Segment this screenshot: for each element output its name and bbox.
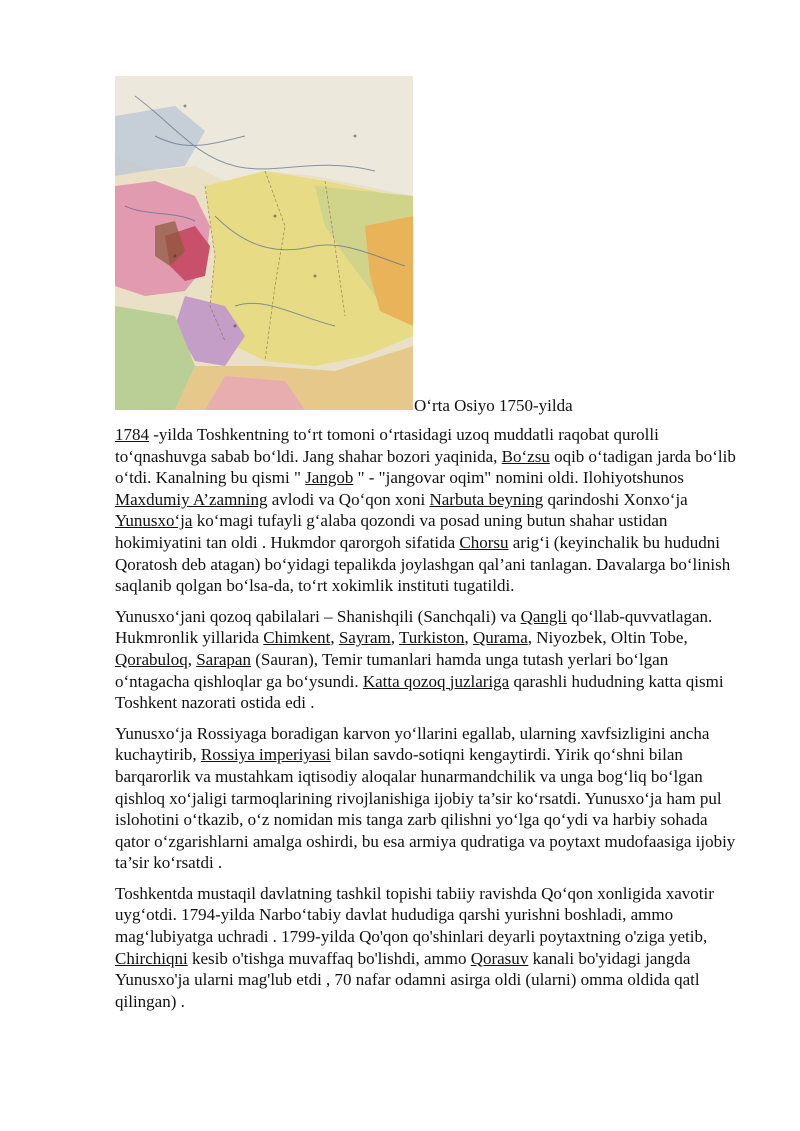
- wiki-link[interactable]: Qangli: [520, 606, 567, 626]
- paragraph-1: [115, 424, 743, 597]
- paragraph-text: bilan savdo-sotiqni kengaytirdi. Yirik qo‘shni bilan barqarorlik va mustahkam iqtisodiy aloqalar hunarmandchilik va unga bog‘liq bo‘lgan qishloq xo‘jaligi tarmoqlarining rivojlanishiga ijobiy ta’sir ko‘rsatdi. Yunusxo‘ja ham pul islohotini o‘tkazib, o‘z nomidan mis tanga zarb qilishni yo‘lga qo‘ydi va harbiy sohada qator o‘zgarishlarni amalga oshirdi, bu esa armiya qudratiga va poytaxt mudofaasiga ijobiy ta’sir ko‘rsatdi .: [115, 745, 736, 873]
- paragraph-text: ko‘magi tufayli g‘alaba qozondi va posad uning butun shahar ustidan hokimiyatini tan oldi . Hukmdor qarorgoh sifatida: [115, 511, 668, 552]
- wiki-link[interactable]: Chimkent: [263, 628, 331, 648]
- paragraph-text: (Sauran), Temir tumanlari hamda unga tutash yerlari bo‘lgan o‘ntagacha qishloqlar ga bo‘ysundi.: [115, 649, 669, 691]
- paragraph-text: avlodi va Qo‘qon xoni: [267, 489, 430, 509]
- wiki-link[interactable]: Bo‘zsu: [501, 446, 550, 466]
- wiki-link[interactable]: Chirchiqni: [115, 948, 188, 968]
- paragraph-text: ,: [390, 628, 399, 648]
- paragraph-text: ,: [187, 649, 197, 669]
- wiki-link[interactable]: 1784: [115, 425, 149, 444]
- paragraph-3: [115, 723, 743, 874]
- paragraph-text: kanali bo'yidagi jangda Yunusxo'ja ularni mag'lub etdi , 70 nafar odamni asirga oldi (ularni) omma oldida qatl qilingan) .: [115, 948, 700, 1011]
- historical-map-image: [115, 76, 413, 410]
- article-body: [115, 424, 743, 1021]
- paragraph-text: " - "jangovar oqim" nomini oldi. Ilohiyotshunos: [353, 468, 684, 488]
- paragraph-text: kesib o'tishga muvaffaq bo'lishdi, ammo: [187, 948, 471, 968]
- wiki-link[interactable]: Qorasuv: [470, 948, 529, 968]
- paragraph-text: arig‘i (keyinchalik bu hududni Qoratosh deb atagan) bo‘yidagi tepalikda joylashgan qal’ani tanlagan. Davalarga bo‘linish saqlanib qolgan bo‘lsa-da, to‘rt xokimlik instituti tugatildi.: [115, 532, 731, 596]
- paragraph-text: Yunusxo‘jani qozoq qabilalari – Shanishqili (Sanchqali) va: [115, 606, 521, 626]
- paragraph-text: ,: [464, 628, 473, 648]
- paragraph-text: , Niyozbek, Oltin Tobe,: [527, 628, 688, 648]
- paragraph-text: Toshkentda mustaqil davlatning tashkil topishi tabiiy ravishda Qo‘qon xonligida xavotir uyg‘otdi. 1794-yilda Narbo‘tabiy davlat hududiga qarshi yurishni boshladi, ammo mag‘lubiyatga uchradi . 1799-yilda Qo'qon qo'shinlari deyarli poytaxtning o'ziga yetib,: [115, 883, 714, 947]
- paragraph-text: Yunusxo‘ja Rossiyaga boradigan karvon yo‘llarini egallab, ularning xavfsizligini ancha kuchaytirib,: [115, 723, 710, 765]
- wiki-link[interactable]: Qurama: [472, 628, 528, 648]
- wiki-link[interactable]: Yunusxo‘ja: [115, 511, 193, 531]
- wiki-link[interactable]: Sayram: [338, 628, 391, 648]
- paragraph-text: qarashli hududning katta qismi Toshkent nazorati ostida edi .: [115, 671, 724, 713]
- paragraph-text: qarindoshi Xonxo‘ja: [543, 489, 688, 509]
- paragraph-text: ,: [330, 628, 339, 648]
- wiki-link[interactable]: Qorabuloq: [115, 649, 188, 669]
- paragraph-2: [115, 606, 743, 714]
- wiki-link[interactable]: Jangob: [305, 468, 354, 488]
- paragraph-text: oqib o‘tadigan jarda bo‘lib o‘tdi. Kanalning bu qismi ": [115, 446, 736, 488]
- paragraph-text: qo‘llab-quvvatlagan. Hukmronlik yillarida: [115, 606, 713, 648]
- wiki-link[interactable]: Chorsu: [459, 532, 509, 552]
- wiki-link[interactable]: Rossiya imperiyasi: [200, 745, 331, 765]
- paragraph-text: -yilda Toshkentning to‘rt tomoni o‘rtasidagi uzoq muddatli raqobat qurolli to‘qnashuvga sabab bo‘ldi. Jang shahar bozori yaqinida,: [115, 425, 659, 466]
- paragraph-4: [115, 883, 743, 1013]
- wiki-link[interactable]: Maxdumiy A’zamning: [115, 489, 268, 509]
- wiki-link[interactable]: Narbuta beyning: [429, 489, 544, 509]
- wiki-link[interactable]: Turkiston: [398, 628, 465, 648]
- map-figure: [115, 76, 413, 410]
- wiki-link[interactable]: Sarapan: [196, 649, 251, 669]
- wiki-link[interactable]: Katta qozoq juzlariga: [362, 671, 510, 691]
- figure-caption: O‘rta Osiyo 1750-yilda: [414, 396, 573, 415]
